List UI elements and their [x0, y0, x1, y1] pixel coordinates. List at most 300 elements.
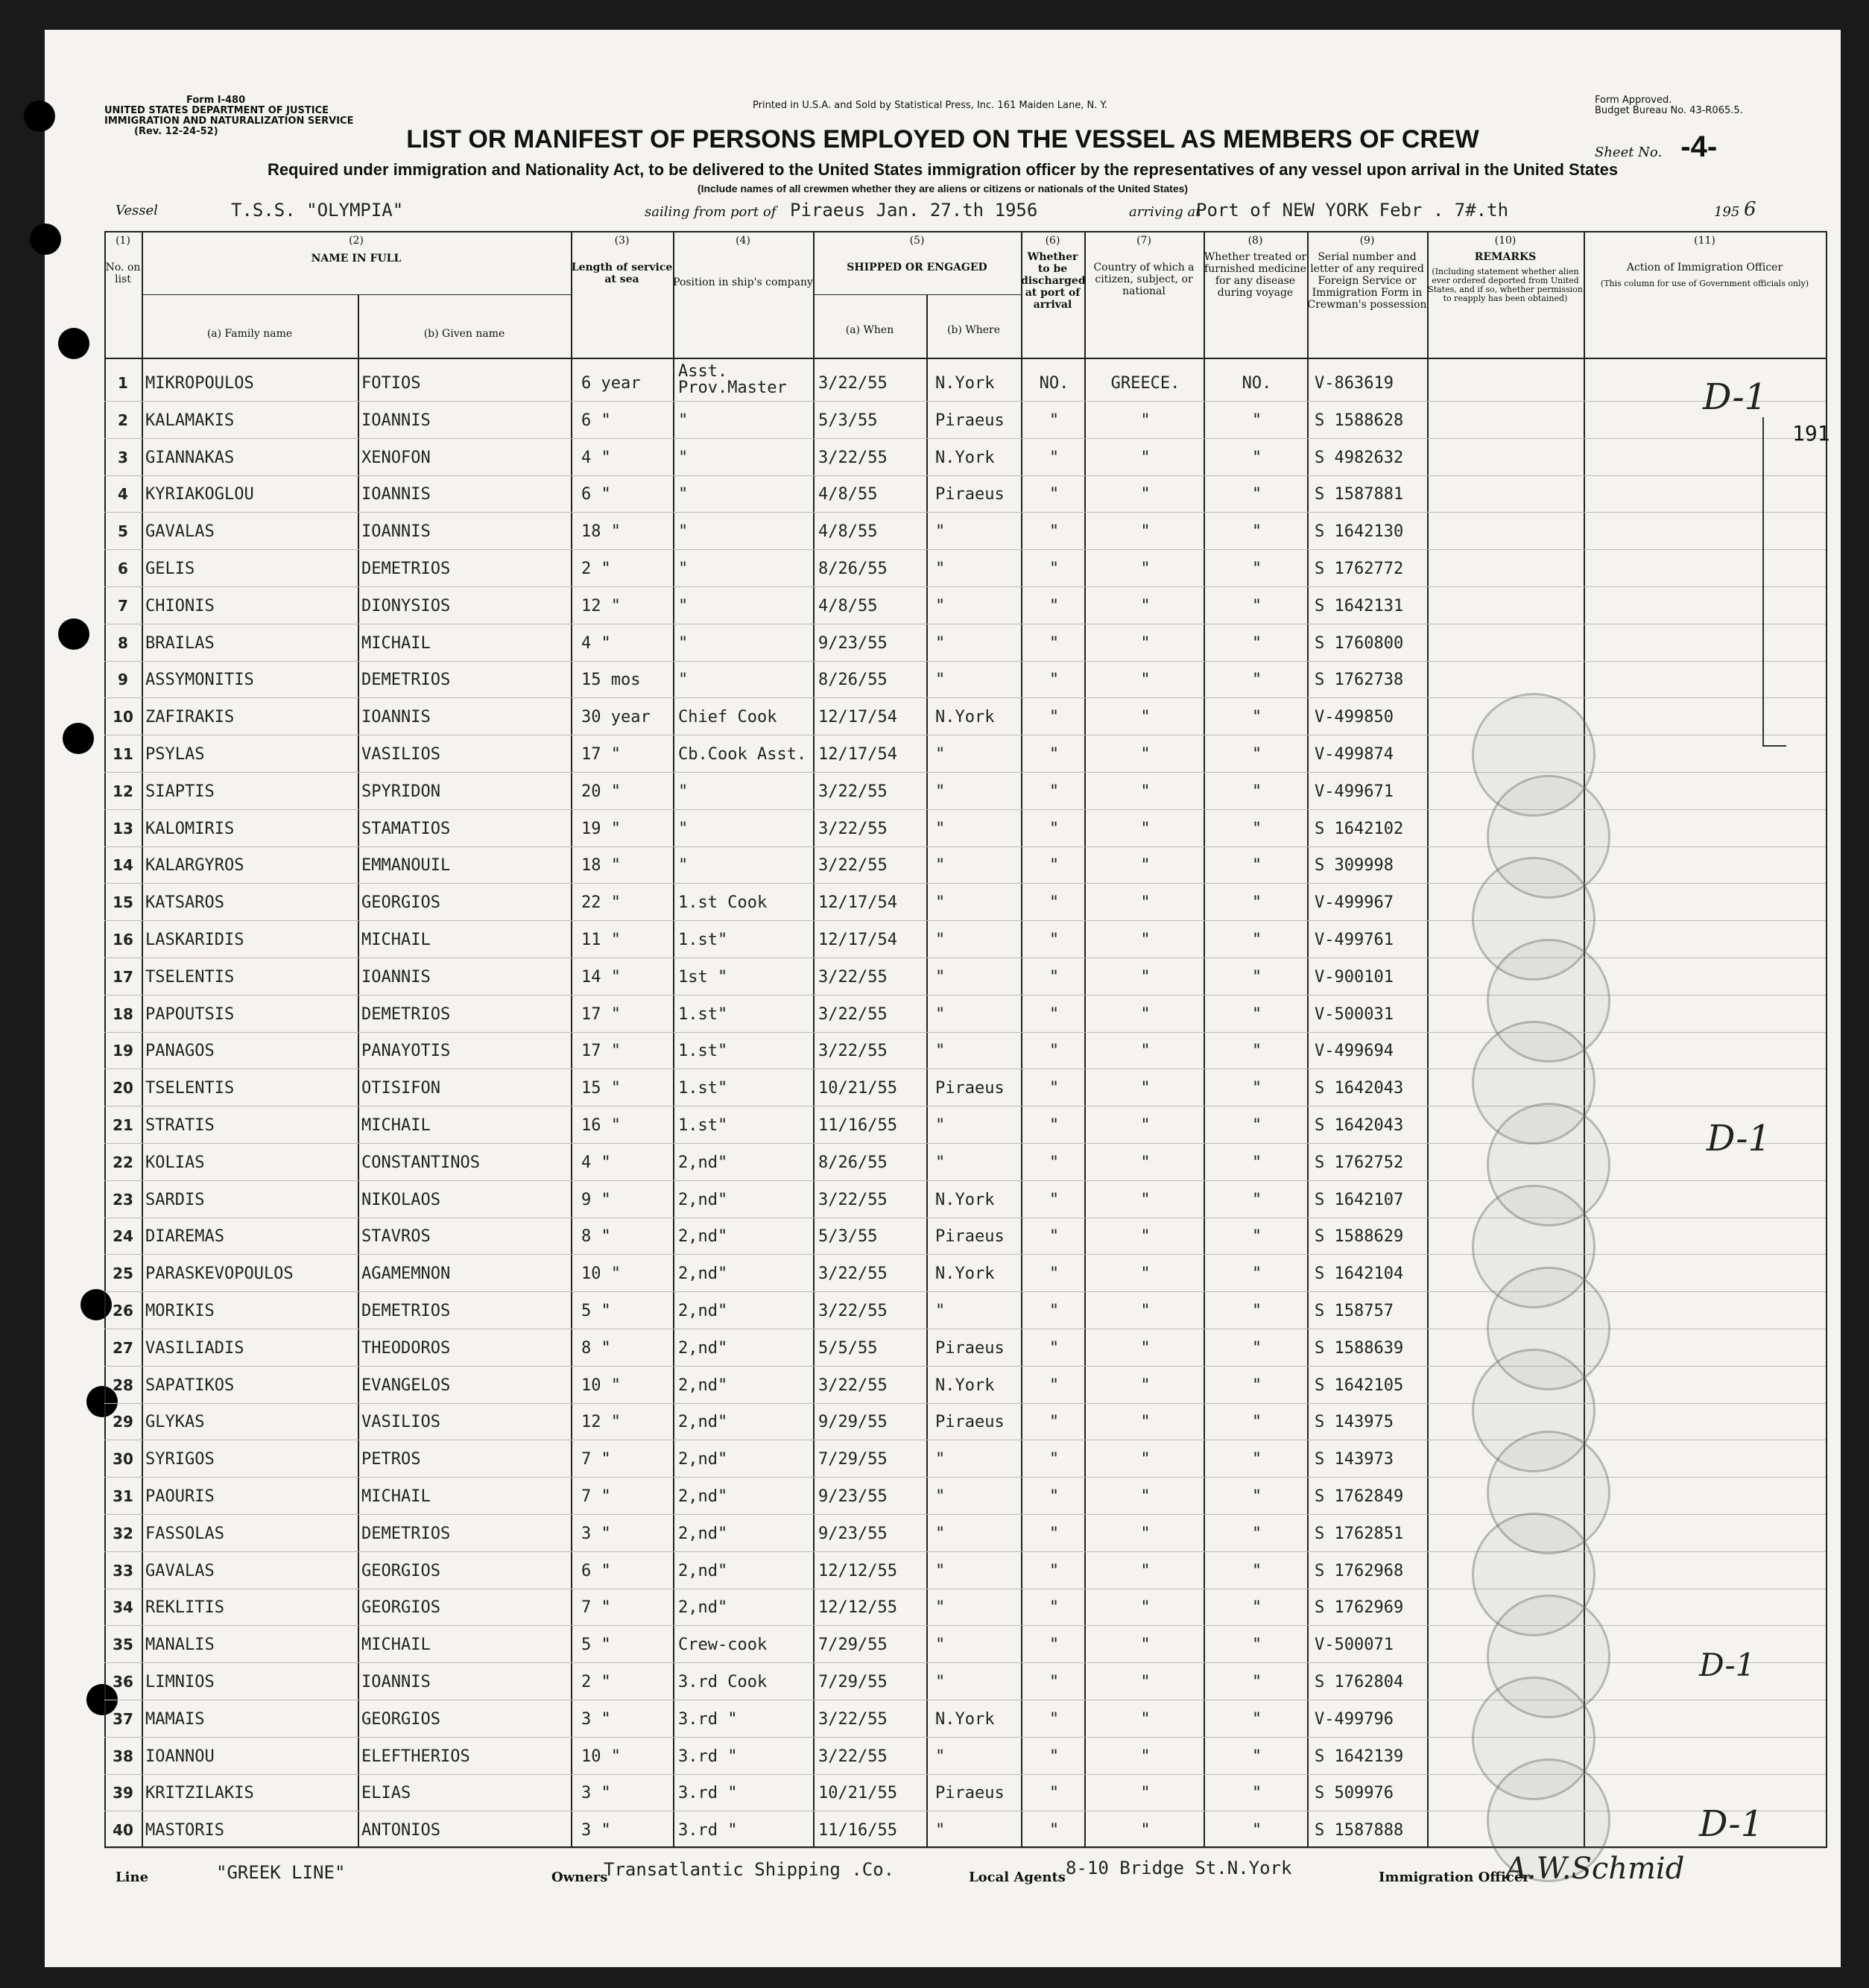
- cell-family: PARASKEVOPOULOS: [145, 1264, 294, 1284]
- cell-where: Piraeus: [935, 1227, 1005, 1247]
- cell-service: 15 ": [581, 1079, 621, 1098]
- cell-position: Chief Cook: [678, 708, 777, 727]
- cell-position: ": [678, 411, 689, 430]
- cell-country: ": [1140, 1376, 1151, 1395]
- cell-where: ": [935, 745, 946, 764]
- cell-family: GAVALAS: [145, 522, 215, 542]
- cell-given: NIKOLAOS: [361, 1190, 440, 1209]
- cell-when: 11/16/55: [818, 1821, 897, 1840]
- cell-family: KYRIAKOGLOU: [145, 485, 254, 504]
- cell-medicine: ": [1251, 1821, 1262, 1840]
- cell-given: MICHAIL: [361, 1116, 431, 1135]
- year-handwritten: 6: [1744, 198, 1756, 221]
- cell-family: KATSAROS: [145, 893, 224, 913]
- cell-medicine: ": [1251, 1450, 1262, 1469]
- cell-no: 14: [113, 856, 133, 875]
- cell-country: ": [1140, 1784, 1151, 1803]
- cell-given: PETROS: [361, 1450, 421, 1469]
- cell-country: ": [1140, 1116, 1151, 1135]
- cell-where: N.York: [935, 1709, 995, 1729]
- cell-discharged: ": [1049, 893, 1060, 913]
- cell-where: ": [935, 560, 946, 578]
- action-mark-d1: D-1: [1703, 376, 1768, 418]
- cell-serial: V-499850: [1315, 708, 1394, 727]
- cell-service: 6 ": [581, 485, 611, 504]
- page-title: LIST OR MANIFEST OF PERSONS EMPLOYED ON THE VESSEL AS MEMBERS OF CREW: [406, 125, 1479, 153]
- cell-service: 6 year: [581, 374, 641, 393]
- cell-service: 14 ": [581, 967, 621, 987]
- cell-given: VASILIOS: [361, 745, 440, 764]
- cell-service: 10 ": [581, 1264, 621, 1284]
- cell-position: 3.rd ": [678, 1709, 738, 1729]
- cell-country: ": [1140, 1524, 1151, 1543]
- cell-where: ": [935, 819, 946, 838]
- cell-serial: S 509976: [1315, 1784, 1394, 1803]
- cell-serial: S 1762738: [1315, 671, 1404, 690]
- cell-country: ": [1140, 560, 1151, 578]
- cell-serial: V-500031: [1315, 1004, 1394, 1024]
- cell-discharged: ": [1049, 1561, 1060, 1580]
- manifest-page: [45, 30, 1841, 1967]
- cell-service: 22 ": [581, 893, 621, 913]
- cell-no: 19: [113, 1042, 133, 1060]
- crew-note: (Include names of all crewmen whether they are aliens or citizens or nationals of the United States): [697, 183, 1189, 194]
- cell-discharged: ": [1049, 485, 1060, 504]
- cell-country: ": [1140, 1190, 1151, 1209]
- cell-given: GEORGIOS: [361, 893, 440, 913]
- cell-no: 7: [118, 596, 128, 615]
- cell-position: 1.st": [678, 1079, 728, 1098]
- action-mark-d1: D-1: [1707, 1118, 1771, 1159]
- cell-when: 11/16/55: [818, 1116, 897, 1135]
- cell-serial: S 1762752: [1315, 1153, 1404, 1172]
- footer: [45, 1852, 1841, 1896]
- cell-country: ": [1140, 1338, 1151, 1358]
- arriving-label: arriving at: [1129, 204, 1201, 220]
- cell-position: ": [678, 596, 689, 615]
- cell-serial: S 1762968: [1315, 1561, 1404, 1580]
- cell-given: DEMETRIOS: [361, 1004, 451, 1024]
- cell-when: 3/22/55: [818, 1376, 888, 1395]
- cell-discharged: ": [1049, 633, 1060, 653]
- cell-medicine: ": [1251, 1747, 1262, 1766]
- cell-service: 12 ": [581, 1413, 621, 1432]
- cell-medicine: ": [1251, 633, 1262, 653]
- cell-no: 17: [113, 967, 133, 986]
- cell-service: 30 year: [581, 708, 651, 727]
- cell-no: 16: [113, 931, 133, 949]
- cell-country: ": [1140, 522, 1151, 542]
- cell-medicine: ": [1251, 1153, 1262, 1172]
- department-name: UNITED STATES DEPARTMENT OF JUSTICE: [104, 105, 329, 116]
- cell-no: 24: [113, 1227, 133, 1246]
- cell-country: ": [1140, 1561, 1151, 1580]
- cell-country: ": [1140, 633, 1151, 653]
- cell-medicine: ": [1251, 1042, 1262, 1061]
- cell-service: 8 ": [581, 1338, 611, 1358]
- binder-hole: [63, 723, 94, 754]
- cell-serial: S 1587881: [1315, 485, 1404, 504]
- cell-family: DIAREMAS: [145, 1227, 224, 1247]
- cell-when: 5/3/55: [818, 1227, 878, 1247]
- cell-family: VASILIADIS: [145, 1338, 244, 1358]
- cell-discharged: ": [1049, 1079, 1060, 1098]
- cell-when: 7/29/55: [818, 1636, 888, 1655]
- cell-position: ": [678, 448, 689, 467]
- cell-service: 3 ": [581, 1709, 611, 1729]
- shipped-subdivider: [813, 294, 1021, 295]
- cell-when: 3/22/55: [818, 1302, 888, 1320]
- cell-position: 3.rd ": [678, 1784, 738, 1803]
- cell-discharged: ": [1049, 560, 1060, 578]
- cell-service: 4 ": [581, 1153, 611, 1172]
- cell-no: 29: [113, 1413, 133, 1431]
- cell-no: 11: [113, 745, 133, 763]
- cell-service: 17 ": [581, 1042, 621, 1061]
- cell-service: 17 ": [581, 1004, 621, 1024]
- cell-family: GIANNAKAS: [145, 448, 235, 467]
- cell-country: ": [1140, 1636, 1151, 1655]
- cell-country: ": [1140, 485, 1151, 504]
- cell-country: ": [1140, 448, 1151, 467]
- printer-line: Printed in U.S.A. and Sold by Statistical Press, Inc. 161 Maiden Lane, N. Y.: [753, 100, 1107, 111]
- cell-position: 1.st Cook: [678, 893, 768, 913]
- cell-when: 3/22/55: [818, 1190, 888, 1209]
- cell-medicine: ": [1251, 560, 1262, 578]
- cell-service: 3 ": [581, 1821, 611, 1840]
- cell-family: KALOMIRIS: [145, 819, 235, 838]
- cell-discharged: ": [1049, 1821, 1060, 1840]
- cell-position: Crew-cook: [678, 1636, 768, 1655]
- cell-service: 5 ": [581, 1636, 611, 1655]
- cell-discharged: ": [1049, 1116, 1060, 1135]
- name-subdivider: [142, 294, 571, 295]
- cell-where: ": [935, 1042, 946, 1061]
- cell-service: 8 ": [581, 1227, 611, 1247]
- col-5-header: (5) SHIPPED OR ENGAGED: [847, 235, 987, 273]
- cell-service: 18 ": [581, 856, 621, 876]
- cell-where: N.York: [935, 1264, 995, 1284]
- cell-serial: V-863619: [1315, 374, 1394, 393]
- cell-country: ": [1140, 708, 1151, 727]
- cell-when: 5/5/55: [818, 1338, 878, 1358]
- cell-no: 21: [113, 1116, 133, 1134]
- cell-where: ": [935, 1673, 946, 1691]
- vessel-name: T.S.S. "OLYMPIA": [231, 200, 404, 221]
- cell-service: 7 ": [581, 1598, 611, 1618]
- cell-position: 2,nd": [678, 1227, 728, 1247]
- form-approved-text: Form Approved.: [1595, 95, 1672, 106]
- cell-when: 7/29/55: [818, 1450, 888, 1469]
- cell-discharged: ": [1049, 1376, 1060, 1395]
- cell-position: ": [678, 633, 689, 653]
- vessel-line: [45, 194, 1841, 224]
- cell-where: ": [935, 1821, 946, 1840]
- col-1-header: (1) No. on list: [105, 235, 141, 285]
- cell-position: 1st ": [678, 967, 728, 987]
- cell-service: 3 ": [581, 1784, 611, 1803]
- cell-serial: V-499874: [1315, 745, 1394, 764]
- cell-serial: S 1642139: [1315, 1747, 1404, 1766]
- cell-serial: V-499761: [1315, 931, 1394, 949]
- cell-service: 6 ": [581, 1561, 611, 1580]
- cell-where: ": [935, 782, 946, 801]
- cell-medicine: ": [1251, 1190, 1262, 1209]
- cell-given: MICHAIL: [361, 1487, 431, 1506]
- cell-family: FASSOLAS: [145, 1524, 224, 1543]
- cell-family: TSELENTIS: [145, 967, 235, 987]
- cell-service: 2 ": [581, 1673, 611, 1691]
- cell-service: 10 ": [581, 1376, 621, 1395]
- cell-medicine: ": [1251, 448, 1262, 467]
- cell-no: 5: [118, 522, 128, 541]
- cell-where: ": [935, 931, 946, 949]
- cell-where: ": [935, 596, 946, 615]
- cell-family: REKLITIS: [145, 1598, 224, 1618]
- cell-where: ": [935, 893, 946, 913]
- cell-position: 1.st": [678, 1116, 728, 1135]
- cell-country: ": [1140, 967, 1151, 987]
- table-row: [104, 586, 1826, 624]
- cell-when: 3/22/55: [818, 782, 888, 801]
- cell-where: Piraeus: [935, 1784, 1005, 1803]
- cell-position: 2,nd": [678, 1376, 728, 1395]
- cell-where: ": [935, 1636, 946, 1655]
- cell-medicine: ": [1251, 1302, 1262, 1320]
- cell-given: DEMETRIOS: [361, 1302, 451, 1320]
- cell-given: FOTIOS: [361, 374, 421, 393]
- cell-where: N.York: [935, 1376, 995, 1395]
- cell-service: 10 ": [581, 1747, 621, 1766]
- cell-given: IOANNIS: [361, 522, 431, 542]
- cell-service: 7 ": [581, 1487, 611, 1506]
- cell-family: KALARGYROS: [145, 856, 244, 876]
- cell-where: ": [935, 1302, 946, 1320]
- cell-given: DEMETRIOS: [361, 1524, 451, 1543]
- cell-family: MIKROPOULOS: [145, 374, 254, 393]
- cell-position: 2,nd": [678, 1264, 728, 1284]
- cell-serial: V-499694: [1315, 1042, 1394, 1061]
- cell-serial: S 1642104: [1315, 1264, 1404, 1284]
- cell-where: ": [935, 1116, 946, 1135]
- form-approval: [1595, 95, 1743, 116]
- cell-country: ": [1140, 671, 1151, 690]
- cell-serial: V-499967: [1315, 893, 1394, 913]
- col-11-header: (11) Action of Immigration Officer (This column for use of Government officials only): [1600, 235, 1809, 288]
- cell-discharged: ": [1049, 671, 1060, 690]
- cell-position: 2,nd": [678, 1524, 728, 1543]
- line-label: Line: [116, 1870, 149, 1885]
- cell-serial: V-499671: [1315, 782, 1394, 801]
- cell-position: 3.rd ": [678, 1747, 738, 1766]
- cell-country: ": [1140, 782, 1151, 801]
- cell-no: 15: [113, 893, 133, 912]
- cell-medicine: ": [1251, 856, 1262, 876]
- cell-position: 2,nd": [678, 1413, 728, 1432]
- cell-position: 2,nd": [678, 1153, 728, 1172]
- cell-family: MAMAIS: [145, 1709, 205, 1729]
- cell-when: 8/26/55: [818, 1153, 888, 1172]
- cell-discharged: ": [1049, 1673, 1060, 1691]
- cell-no: 4: [118, 485, 128, 504]
- cell-service: 20 ": [581, 782, 621, 801]
- sheet-number-block: [1595, 130, 1717, 164]
- cell-discharged: ": [1049, 596, 1060, 615]
- bracket-line: [1762, 417, 1786, 747]
- cell-discharged: NO.: [1039, 374, 1069, 393]
- cell-no: 27: [113, 1338, 133, 1357]
- cell-no: 28: [113, 1376, 133, 1394]
- cell-when: 3/22/55: [818, 967, 888, 987]
- cell-position: ": [678, 522, 689, 542]
- owners-name: Transatlantic Shipping .Co.: [604, 1859, 895, 1880]
- cell-given: OTISIFON: [361, 1079, 440, 1098]
- cell-country: ": [1140, 1004, 1151, 1024]
- cell-country: ": [1140, 1709, 1151, 1729]
- cell-given: STAVROS: [361, 1227, 431, 1247]
- table-row: [104, 660, 1826, 698]
- cell-country: ": [1140, 1598, 1151, 1618]
- binder-hole: [58, 328, 89, 359]
- cell-given: ELIAS: [361, 1784, 411, 1803]
- cell-discharged: ": [1049, 1524, 1060, 1543]
- cell-discharged: ": [1049, 1413, 1060, 1432]
- cell-discharged: ": [1049, 448, 1060, 467]
- page-subtitle: Required under immigration and Nationality Act, to be delivered to the United States immigration officer by the representatives of any vessel upon arrival in the United States: [267, 160, 1619, 179]
- cell-country: ": [1140, 856, 1151, 876]
- cell-when: 10/21/55: [818, 1079, 897, 1098]
- cell-medicine: ": [1251, 671, 1262, 690]
- cell-country: ": [1140, 931, 1151, 949]
- cell-given: MICHAIL: [361, 931, 431, 949]
- cell-given: GEORGIOS: [361, 1561, 440, 1580]
- cell-family: GELIS: [145, 560, 195, 578]
- cell-service: 11 ": [581, 931, 621, 949]
- cell-given: MICHAIL: [361, 1636, 431, 1655]
- cell-medicine: ": [1251, 819, 1262, 838]
- cell-country: ": [1140, 1264, 1151, 1284]
- action-mark-d1: D-1: [1699, 1647, 1756, 1683]
- cell-discharged: ": [1049, 1747, 1060, 1766]
- cell-when: 9/23/55: [818, 633, 888, 653]
- cell-where: Piraeus: [935, 1079, 1005, 1098]
- cell-position: ": [678, 485, 689, 504]
- cell-no: 18: [113, 1004, 133, 1023]
- cell-medicine: ": [1251, 1413, 1262, 1432]
- cell-discharged: ": [1049, 1004, 1060, 1024]
- cell-family: ASSYMONITIS: [145, 671, 254, 690]
- vessel-label: Vessel: [116, 203, 158, 218]
- cell-no: 37: [113, 1709, 133, 1728]
- cell-where: N.York: [935, 708, 995, 727]
- cell-when: 3/22/55: [818, 1004, 888, 1024]
- cell-when: 12/12/55: [818, 1561, 897, 1580]
- cell-family: SARDIS: [145, 1190, 205, 1209]
- cell-country: ": [1140, 1487, 1151, 1506]
- cell-given: AGAMEMNON: [361, 1264, 451, 1284]
- cell-serial: V-500071: [1315, 1636, 1394, 1655]
- cell-when: 4/8/55: [818, 485, 878, 504]
- cell-position: 1.st": [678, 1042, 728, 1061]
- cell-family: PAOURIS: [145, 1487, 215, 1506]
- service-name: IMMIGRATION AND NATURALIZATION SERVICE: [104, 115, 354, 127]
- col-2b-header: (b) Given name: [423, 328, 505, 340]
- table-header-border: [104, 358, 1826, 359]
- cell-where: ": [935, 1450, 946, 1469]
- cell-where: Piraeus: [935, 1413, 1005, 1432]
- cell-discharged: ": [1049, 1190, 1060, 1209]
- cell-when: 3/22/55: [818, 1264, 888, 1284]
- cell-no: 13: [113, 819, 133, 838]
- cell-discharged: ": [1049, 819, 1060, 838]
- cell-when: 3/22/55: [818, 819, 888, 838]
- cell-serial: S 309998: [1315, 856, 1394, 876]
- cell-serial: S 1642105: [1315, 1376, 1404, 1395]
- cell-serial: S 1762804: [1315, 1673, 1404, 1691]
- col-4-header: (4) Position in ship's company: [673, 235, 813, 288]
- table-top-border: [104, 231, 1826, 232]
- cell-given: EMMANOUIL: [361, 856, 451, 876]
- cell-when: 8/26/55: [818, 671, 888, 690]
- cell-family: CHIONIS: [145, 596, 215, 615]
- cell-when: 9/23/55: [818, 1487, 888, 1506]
- cell-position: 2,nd": [678, 1190, 728, 1209]
- cell-given: THEODOROS: [361, 1338, 451, 1358]
- cell-medicine: NO.: [1242, 374, 1272, 393]
- cell-when: 12/17/54: [818, 745, 897, 764]
- sailing-from: Piraeus Jan. 27.th 1956: [790, 200, 1038, 221]
- cell-serial: S 1762969: [1315, 1598, 1404, 1618]
- cell-service: 15 mos: [581, 671, 641, 690]
- officer-label: Immigration Officer: [1379, 1870, 1530, 1885]
- cell-serial: S 1587888: [1315, 1821, 1404, 1840]
- cell-discharged: ": [1049, 1487, 1060, 1506]
- cell-no: 22: [113, 1153, 133, 1171]
- cell-serial: S 1760800: [1315, 633, 1404, 653]
- cell-where: N.York: [935, 448, 995, 467]
- cell-when: 9/29/55: [818, 1413, 888, 1432]
- cell-service: 17 ": [581, 745, 621, 764]
- cell-country: ": [1140, 1153, 1151, 1172]
- cell-given: IOANNIS: [361, 708, 431, 727]
- cell-serial: S 1642043: [1315, 1116, 1404, 1135]
- cell-medicine: ": [1251, 411, 1262, 430]
- cell-given: SPYRIDON: [361, 782, 440, 801]
- cell-position: 1.st": [678, 931, 728, 949]
- cell-position: 2,nd": [678, 1338, 728, 1358]
- cell-given: PANAYOTIS: [361, 1042, 451, 1061]
- action-mark-d1: D-1: [1699, 1803, 1764, 1845]
- cell-position: 2,nd": [678, 1302, 728, 1320]
- cell-medicine: ": [1251, 1227, 1262, 1247]
- binder-hole: [58, 618, 89, 650]
- cell-medicine: ": [1251, 931, 1262, 949]
- cell-medicine: ": [1251, 1338, 1262, 1358]
- cell-where: ": [935, 522, 946, 542]
- cell-no: 31: [113, 1487, 133, 1505]
- sheet-number: -4-: [1680, 130, 1718, 163]
- cell-position: 1.st": [678, 1004, 728, 1024]
- cell-given: STAMATIOS: [361, 819, 451, 838]
- col-6-header: (6) Whether to be discharged at port of arrival: [1021, 235, 1086, 311]
- crew-count: 191: [1792, 421, 1830, 446]
- cell-given: CONSTANTINOS: [361, 1153, 480, 1172]
- col-5b-header: (b) Where: [946, 324, 1000, 336]
- cell-no: 26: [113, 1302, 133, 1320]
- cell-medicine: ": [1251, 967, 1262, 987]
- cell-no: 34: [113, 1598, 133, 1617]
- col-divider: [1826, 231, 1827, 1848]
